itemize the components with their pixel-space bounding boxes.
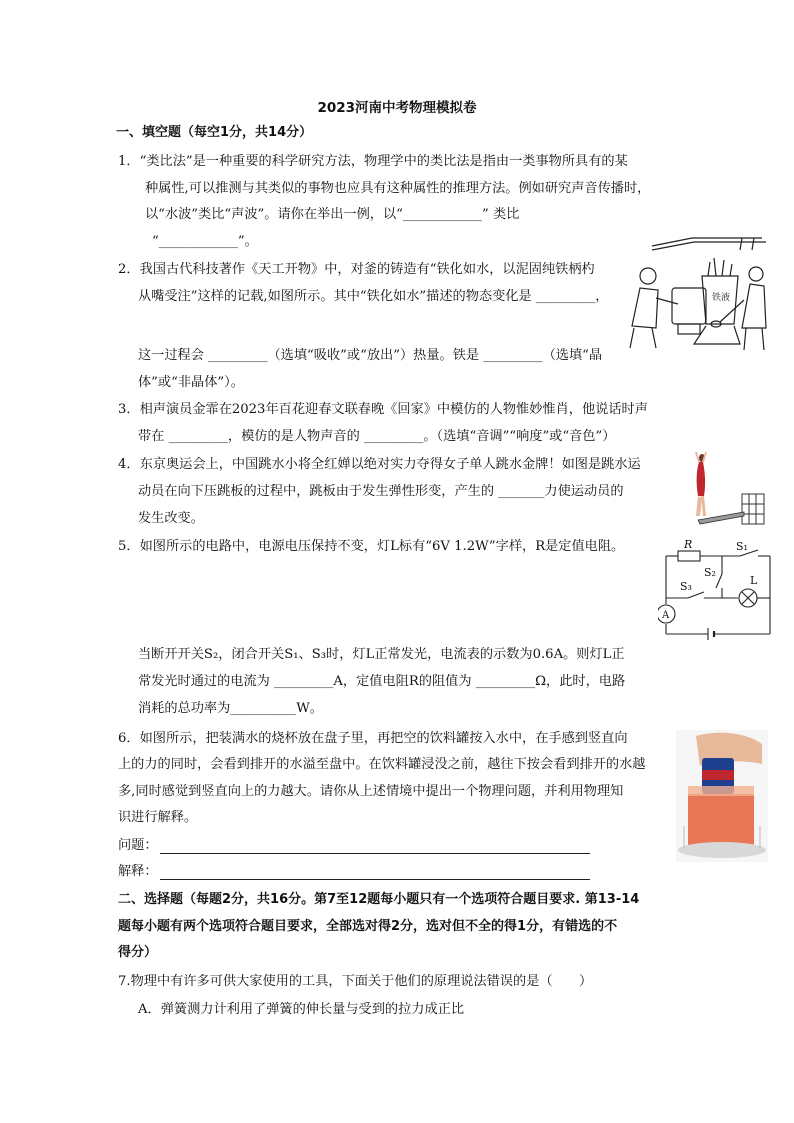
q1-line4: “____________”。 (152, 234, 258, 249)
q2-line1: 2．我国古代科技著作《天工开物》中，对釜的铸造有“铁化如水，以泥固纯铁柄杓 (118, 262, 595, 277)
circuit-diagram (658, 538, 778, 640)
q4-line3: 发生改变。 (138, 511, 204, 526)
exam-title: 2023河南中考物理模拟卷 (317, 100, 477, 116)
section2-line1: 二、选择题（每题2分，共16分。第7至12题每小题只有一个选项符合题目要求. 第13-14 (118, 892, 640, 907)
q6-question-answer-line (160, 853, 590, 854)
label-ammeter: A (662, 610, 670, 621)
q4-line1: 4．东京奥运会上，中国跳水小将全红婵以绝对实力夺得女子单人跳水金牌！如图是跳水运 (118, 457, 641, 472)
label-s2: S₂ (704, 566, 716, 579)
q1-line2: 种属性,可以推测与其类似的事物也应具有这种属性的推理方法。例如研究声音传播时， (145, 181, 651, 196)
q6-answer-label: 解释： (118, 864, 158, 879)
q6-question-label: 问题： (118, 838, 158, 853)
q1-line3: 以“水波”类比“声波”。请你在举出一例，以“____________” 类比 (145, 207, 520, 222)
q4-line2: 动员在向下压跳板的过程中，跳板由于发生弹性形变，产生的 _______力使运动员的 (138, 484, 624, 499)
q6-line3: 多,同时感觉到竖直向上的力越大。请你从上述情境中提出一个物理问题，并利用物理知 (118, 784, 624, 799)
section2-line3: 得分） (118, 945, 158, 960)
section1-heading: 一、填空题（每空1分，共14分） (116, 125, 313, 140)
q7-stem: 7.物理中有许多可供大家使用的工具，下面关于他们的原理说法错误的是（ ） (118, 974, 593, 989)
resistor-r (678, 551, 700, 561)
q2-line2: 从嘴受注”这样的记载,如图所示。其中“铁化如水”描述的物态变化是 _________， (138, 289, 609, 304)
q1-line1: 1．“类比法”是一种重要的科学研究方法，物理学中的类比法是指由一类事物所具有的某 (118, 154, 628, 169)
q2-line3: 这一过程会 _________（选填“吸收”或“放出”）热量。铁是 _________（选填“晶 (138, 348, 603, 363)
switch-s2 (716, 574, 722, 588)
can-in-water-photo (676, 730, 768, 862)
q5-line2: 当断开开关S₂，闭合开关S₁、S₃时，灯L正常发光，电流表的示数为0.6A。则灯L正 (138, 647, 625, 662)
q5-line1: 5．如图所示的电路中，电源电压保持不变，灯L标有“6V 1.2W”字样，R是定值电阻。 (118, 539, 625, 554)
q6-line2: 上的力的同时，会看到排开的水溢至盘中。在饮料罐浸没之前，越往下按会看到排开的水越 (118, 757, 646, 772)
q5-line4: 消耗的总功率为__________W。 (138, 701, 323, 716)
casting-illustration (622, 236, 770, 352)
q2-line4: 体”或“非晶体”）。 (138, 375, 244, 390)
q5-line3: 常发光时通过的电流为 _________A，定值电阻R的阻值为 _________Ω，此时，电路 (138, 674, 626, 689)
label-s3: S₃ (680, 580, 692, 593)
section2-line2: 题每小题有两个选项符合题目要求，全部选对得2分，选对但不全的得1分，有错选的不 (118, 919, 618, 934)
diving-board-illustration (684, 450, 774, 528)
q6-line1: 6．如图所示，把装满水的烧杯放在盘子里，再把空的饮料罐按入水中，在手感到竖直向 (118, 731, 628, 746)
q7-option-a: A．弹簧测力计利用了弹簧的伸长量与受到的拉力成正比 (138, 1002, 465, 1017)
label-r: R (684, 538, 693, 551)
q3-line2: 带在 _________，模仿的是人物声音的 _________。（选填“音调”“响度”或“音色”） (138, 429, 616, 444)
q3-line1: 3．相声演员金霏在2023年百花迎春文联春晚《回家》中模仿的人物惟妙惟肖，他说话时声 (118, 402, 648, 417)
q6-line4: 识进行解释。 (118, 810, 198, 825)
label-lamp: L (750, 574, 758, 587)
q6-explanation-answer-line (160, 879, 590, 880)
label-s1: S₁ (736, 540, 748, 553)
crucible-label: 铁液 (712, 293, 731, 303)
